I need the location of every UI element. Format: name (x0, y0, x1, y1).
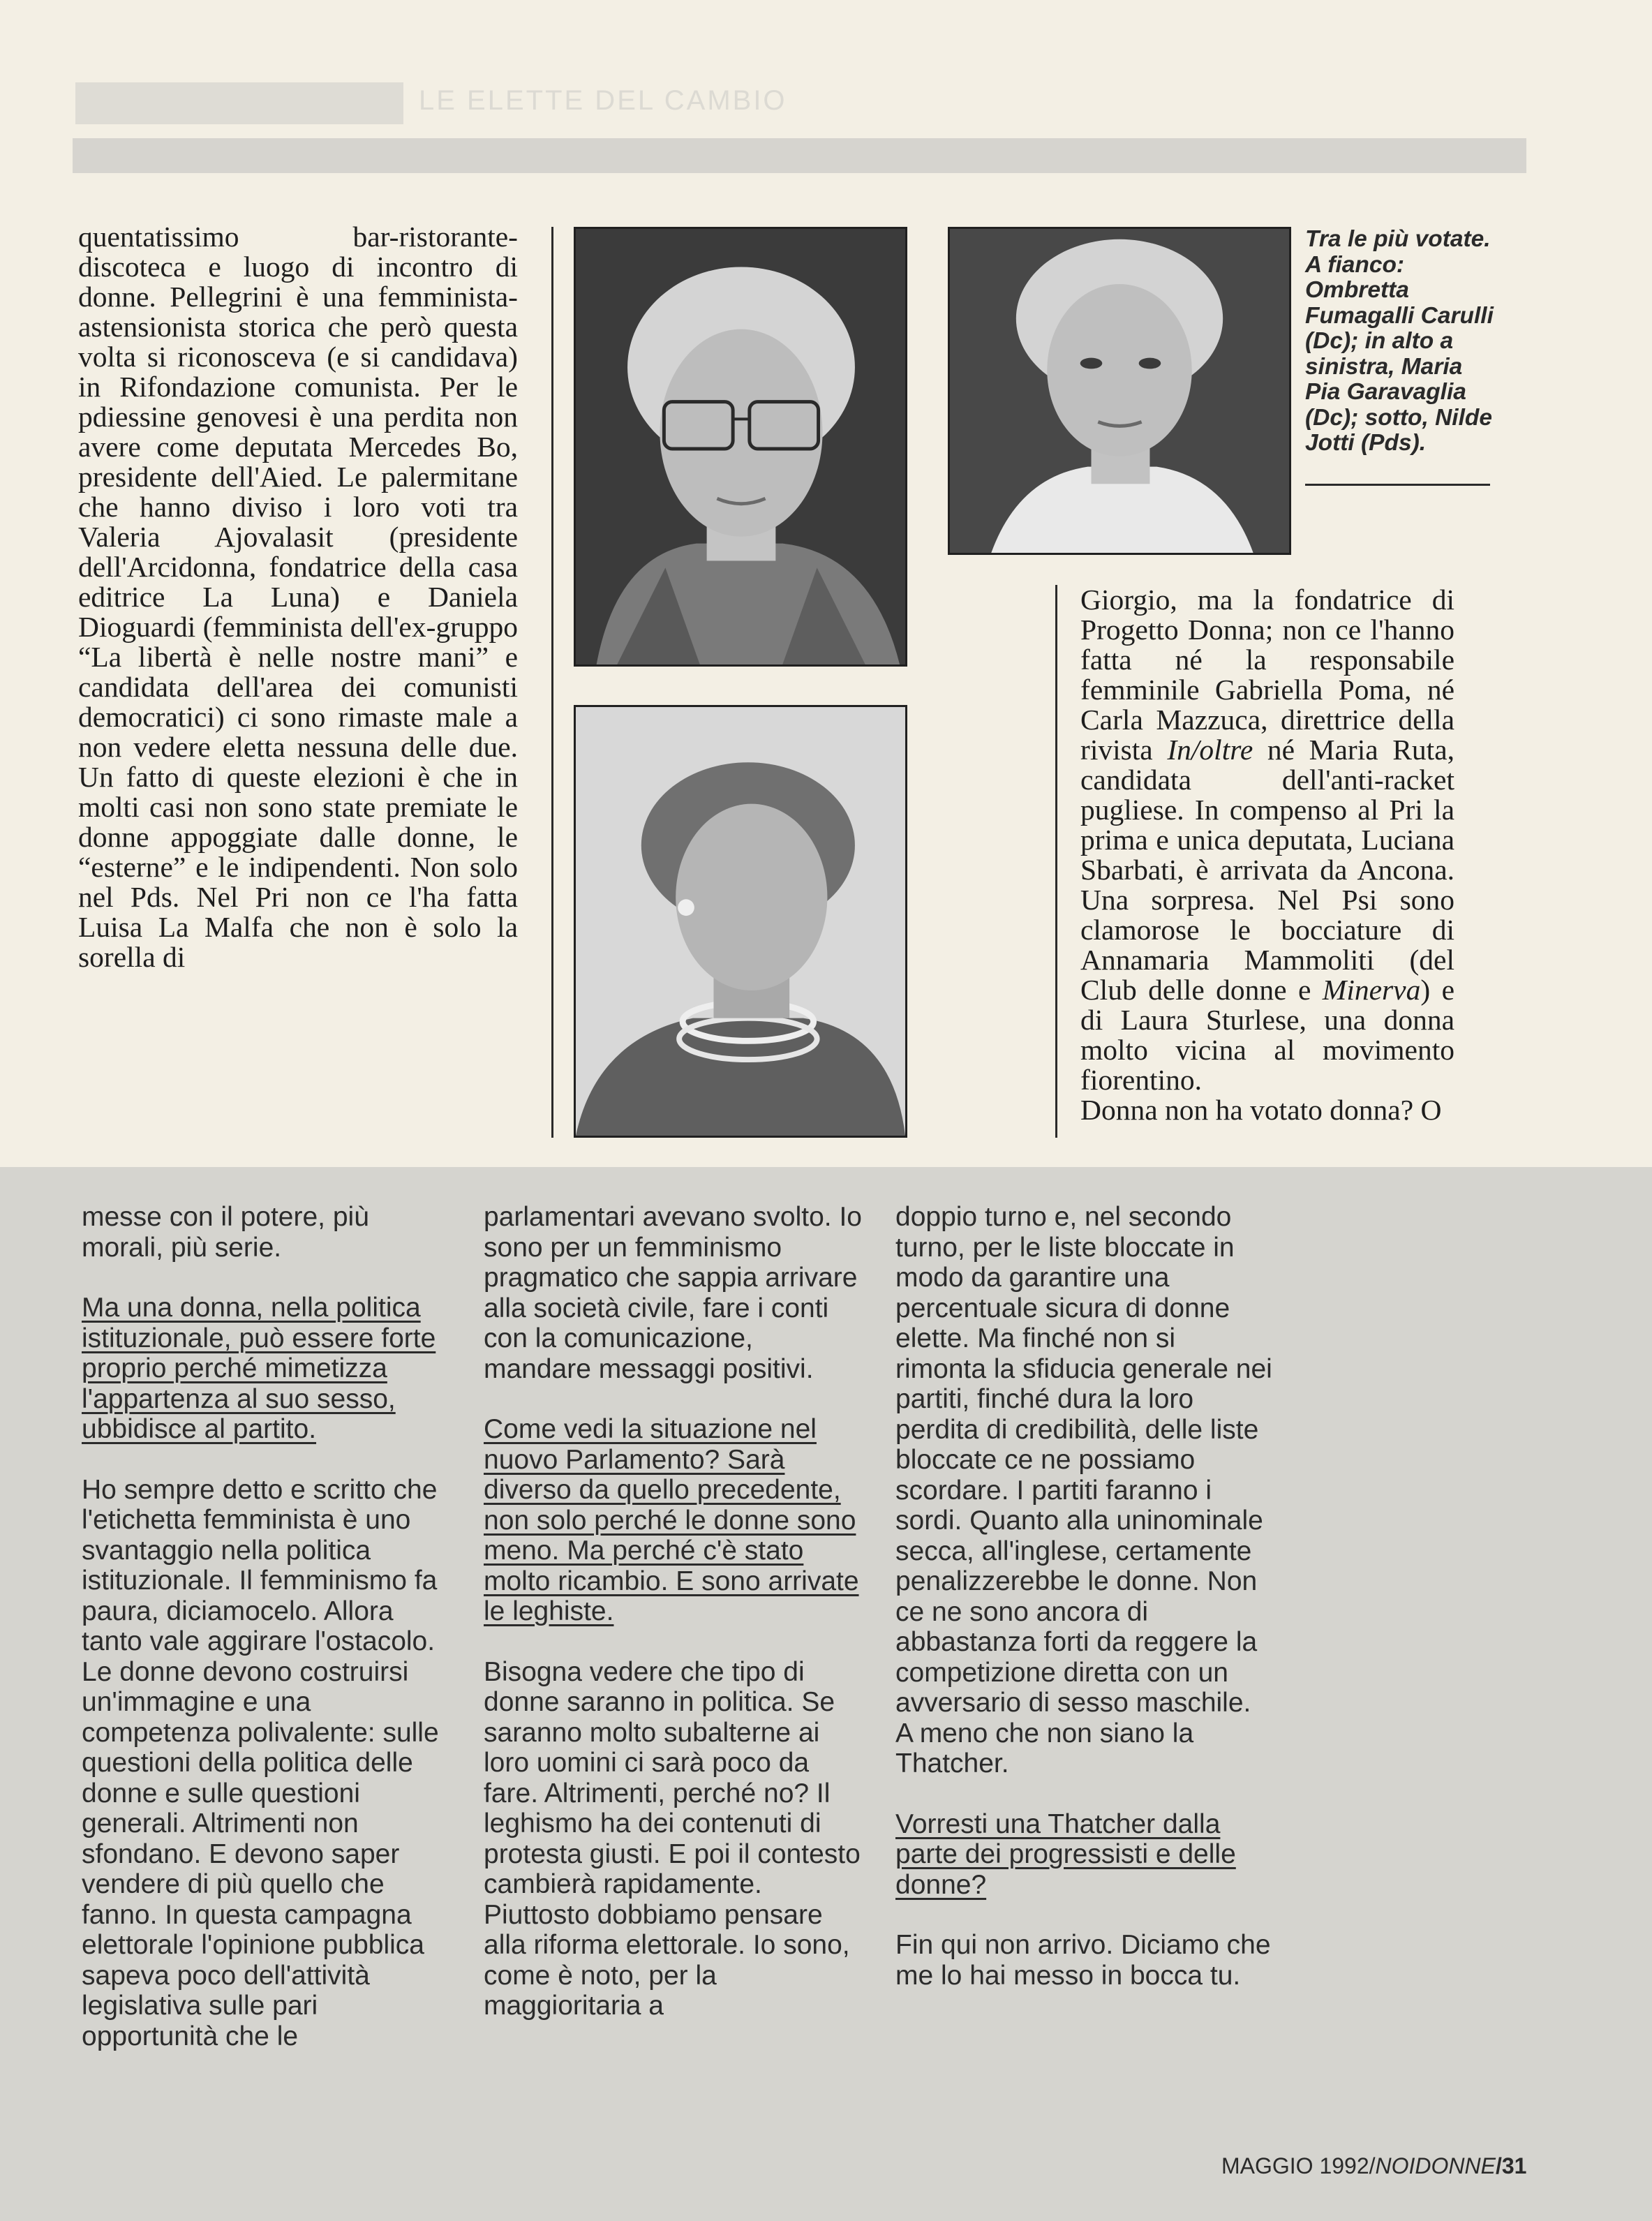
photo-caption: Tra le più votate. A fianco: Ombretta Fumagalli Carulli (Dc); in alto a sinistra, Maria Pia Garavaglia (Dc); sotto, Nilde Jotti (Pds). (1305, 226, 1494, 456)
interview-answer: Fin qui non arrivo. Diciamo che me lo hai messo in bocca tu. (895, 1930, 1271, 1991)
interview-column-3 (895, 1202, 1272, 2021)
interview-answer: messe con il potere, più morali, più serie. (82, 1202, 369, 1263)
interview-answer: Ho sempre detto e scritto che l'etichetta femminista è uno svantaggio nella politica istituzionale. Il femminismo fa paura, diciamocelo. Allora tanto vale aggirare l'ostacolo. Le donne devono costruirsi un'immagine e una competenza polivalente: sulle questioni della politica delle donne e sulle questioni generali. Altrimenti non sfondano. E devono saper vendere di più quello che fanno. In questa campagna elettorale l'opinione pubblica sapeva poco dell'attività legislativa sulle pari opportunità che le (82, 1474, 439, 2051)
interview-column-1 (82, 1202, 453, 2081)
photo-maria-pia-garavaglia (574, 227, 907, 667)
page-footer (1221, 2153, 1526, 2179)
magazine-title-minerva: Minerva (1322, 974, 1421, 1006)
article-left-paragraph: quentatissimo bar-ristorante-discoteca e luogo di incontro di donne. Pellegrini è una femminista-astensionista storica che però questa volta si riconosceva (e si candidava) in Rifondazione comunista. Per le pdiessine genovesi è una perdita non avere come deputata Mercedes Bo, presidente dell'Aied. Le palermitane che hanno diviso i loro voti tra Valeria Ajovalasit (presidente dell'Arcidonna, fondatrice della casa editrice La Luna) e Daniela Dioguardi (femminista dell'ex-gruppo “La libertà è nelle nostre mani” e candidata dell'area dei comunisti democratici) ci sono rimaste male a non vedere eletta nessuna delle due. Un fatto di queste elezioni è che in molti casi non sono state premiate le donne appoggiate dalle donne, le “esterne” e le indipendenti. Non solo nel Pds. Nel Pri non ce l'ha fatta Luisa La Malfa che non è solo la sorella di (78, 221, 518, 973)
section-header-strip (75, 82, 403, 124)
interview-column-2 (484, 1202, 868, 2051)
interview-question: Vorresti una Thatcher dalla parte dei progressisti e delle donne? (895, 1808, 1236, 1900)
interview-answer: doppio turno e, nel secondo turno, per le liste bloccate in modo da garantire una percentuale sicura di donne elette. Ma finché non si rimonta la sfiducia generale nei partiti, finché dura la loro perdita di credibilità, delle liste bloccate ce ne possiamo scordare. I partiti faranno i sordi. Quanto alla uninominale secca, all'inglese, certamente penalizzerebbe le donne. Non ce ne sono ancora di abbastanza forti da reggere la competizione diretta con un avversario di sesso maschile. A meno che non siano la Thatcher. (895, 1202, 1272, 1778)
caption-underline (1305, 484, 1490, 486)
footer-page-number: /31 (1495, 2153, 1527, 2178)
interview-question: Ma una donna, nella politica istituzionale, può essere forte proprio perché mimetizza l'appartenza al suo sesso, ubbidisce al partito. (82, 1293, 436, 1444)
magazine-title-inoltre: In/oltre (1167, 734, 1253, 766)
top-gray-bar (73, 138, 1526, 173)
interview-question: Come vedi la situazione nel nuovo Parlamento? Sarà diverso da quello precedente, non solo perché le donne sono meno. Ma perché c'è stato molto ricambio. E sono arrivate le leghiste. (484, 1414, 859, 1626)
interview-answer: parlamentari avevano svolto. Io sono per un femminismo pragmatico che sappia arrivare alla società civile, fare i conti con la comunicazione, mandare messaggi positivi. (484, 1202, 862, 1384)
footer-date: MAGGIO 1992/ (1221, 2153, 1376, 2178)
article-column-left (78, 222, 518, 972)
interview-answer: Bisogna vedere che tipo di donne saranno in politica. Se saranno molto subalterne ai loro uomini ci sarà poco da fare. Altrimenti, perché no? Il leghismo ha dei contenuti di protesta giusti. E poi il contesto cambierà rapidamente. Piuttosto dobbiamo pensare alla riforma elettorale. Io sono, come è noto, per la maggioritaria a (484, 1656, 861, 2021)
article-right-last-line: Donna non ha votato donna? O (1080, 1094, 1442, 1126)
article-right-paragraph: Giorgio, ma la fondatrice di Progetto Donna; non ce l'hanno fatta né la responsabile femminile Gabriella Poma, né Carla Mazzuca, direttrice della rivista In/oltre né Maria Ruta, candidata dell'anti-racket pugliese. In compenso al Pri la prima e unica deputata, Luciana Sbarbati, è arrivata da Ancona. Una sorpresa. Nel Psi sono clamorose le bocciature di Annamaria Mammoliti (del Club delle donne e Minerva) e di Laura Sturlese, una donna molto vicina al movimento fiorentino. (1080, 584, 1455, 1096)
section-header-title: LE ELETTE DEL CAMBIO (419, 85, 787, 116)
column-rule-right (1055, 585, 1057, 1138)
article-column-right (1080, 585, 1454, 1125)
photo-nilde-jotti (574, 705, 907, 1138)
column-rule-left (551, 227, 553, 1138)
photo-ombretta-fumagalli-carulli (948, 227, 1291, 555)
footer-magazine: NOIDONNE (1375, 2153, 1496, 2178)
